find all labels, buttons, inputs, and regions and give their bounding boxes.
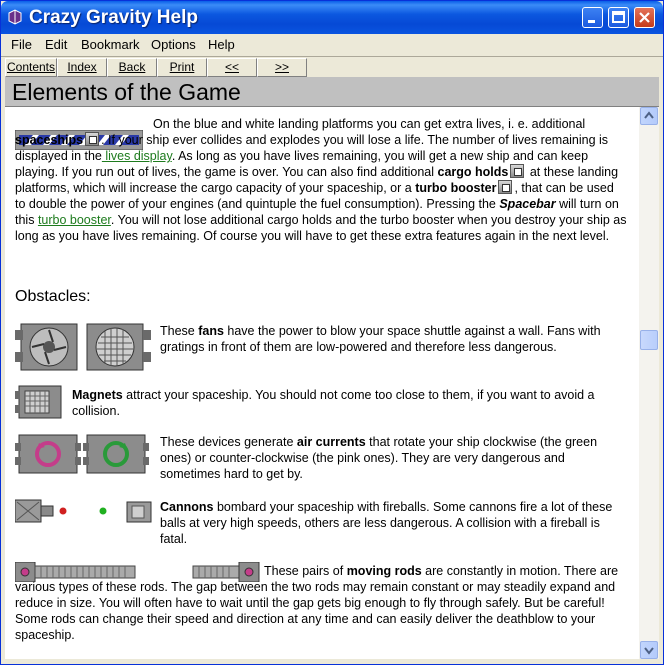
arrow-down-icon [641, 642, 657, 658]
toolbar [1, 56, 663, 79]
browse-forward-button[interactable]: >> [257, 58, 307, 77]
menu-options[interactable]: Options [151, 37, 196, 52]
cargo-hold-icon [510, 164, 524, 178]
menu-file[interactable]: File [11, 37, 32, 52]
scroll-up-button[interactable] [640, 107, 658, 125]
title-bar[interactable] [1, 1, 663, 34]
turbo-booster-link[interactable]: turbo booster [37, 213, 111, 227]
fans-paragraph: These fans have the power to blow your space shuttle against a wall. Fans with gratings in front of them are low-powered and therefore less dangerous. [160, 324, 601, 354]
window-bottom-edge [5, 659, 659, 663]
arrow-up-icon [641, 108, 657, 124]
intro-paragraph-body: On the blue and white landing platforms you can get extra lives, i. e. additional spaceships . If your ship ever collides and explodes you will lose a life. The number of lives remaining is displayed in the lives display. As long as you have lives remaining, you will get a new ship and can keep playing. If you run out of lives, the game is over. You can also find additional cargo holds at these landing platforms, which will increase the cargo capacity of your spaceship, or a turbo booster , that can be used to double the power of your engines (and quintuple the fuel consumption). Pressing the Spacebar will turn on this turbo booster. You will not lose additional cargo holds and the turbo booster when you destroy your ship as long as you have lives remaining. Of course you will have to get these extra features again in the next level. [15, 117, 627, 243]
print-button[interactable]: Print [157, 58, 207, 77]
minimize-icon [583, 8, 602, 27]
page-title: Elements of the Game [12, 79, 241, 105]
obstacles-heading: Obstacles: [15, 288, 91, 305]
topic-content [5, 107, 639, 659]
air-currents-paragraph: These devices generate air currents that rotate your ship clockwise (the green ones) or counter-clockwise (the pink ones). They are very dangerous and sometimes hard to get by. [160, 435, 598, 481]
menu-bookmark[interactable]: Bookmark [81, 37, 140, 52]
maximize-icon [609, 8, 628, 27]
contents-button[interactable]: Contents [5, 58, 57, 77]
scroll-down-button[interactable] [640, 641, 658, 659]
browse-back-button[interactable]: << [207, 58, 257, 77]
back-button[interactable]: Back [107, 58, 157, 77]
index-button[interactable]: Index [57, 58, 107, 77]
help-book-icon [7, 9, 23, 25]
scroll-thumb[interactable] [640, 330, 658, 350]
window-title: Crazy Gravity Help [29, 7, 198, 28]
cannons-paragraph: Cannons bombard your spaceship with fireballs. Some cannons fire a lot of these balls at very high speeds, others are less dangerous. A collision with a fireball is fatal. [160, 500, 613, 546]
turbo-booster-icon [498, 180, 512, 194]
minimize-button[interactable] [582, 7, 603, 28]
magnets-paragraph: Magnets attract your spaceship. You should not come too close to them, if you want to avoid a collision. [72, 388, 595, 418]
lives-display-link[interactable]: lives display [101, 149, 172, 163]
moving-rods-paragraph: These pairs of moving rods are constantly in motion. There are various types of these rods. The gap between the two rods may remain constant or may steadily expand and reduce in size. You will often have to wait until the gap gets big enough to fly through safely. But be careful! Some rods can change their speed and direction at any time and can easily deliver the deathblow to your spaceship. [15, 564, 619, 642]
close-button[interactable] [634, 7, 655, 28]
maximize-button[interactable] [608, 7, 629, 28]
menu-bar [1, 34, 663, 55]
menu-help[interactable]: Help [208, 37, 235, 52]
vertical-scrollbar[interactable] [639, 107, 659, 659]
menu-edit[interactable]: Edit [45, 37, 68, 52]
topic-header [5, 77, 659, 107]
close-icon [635, 8, 654, 27]
